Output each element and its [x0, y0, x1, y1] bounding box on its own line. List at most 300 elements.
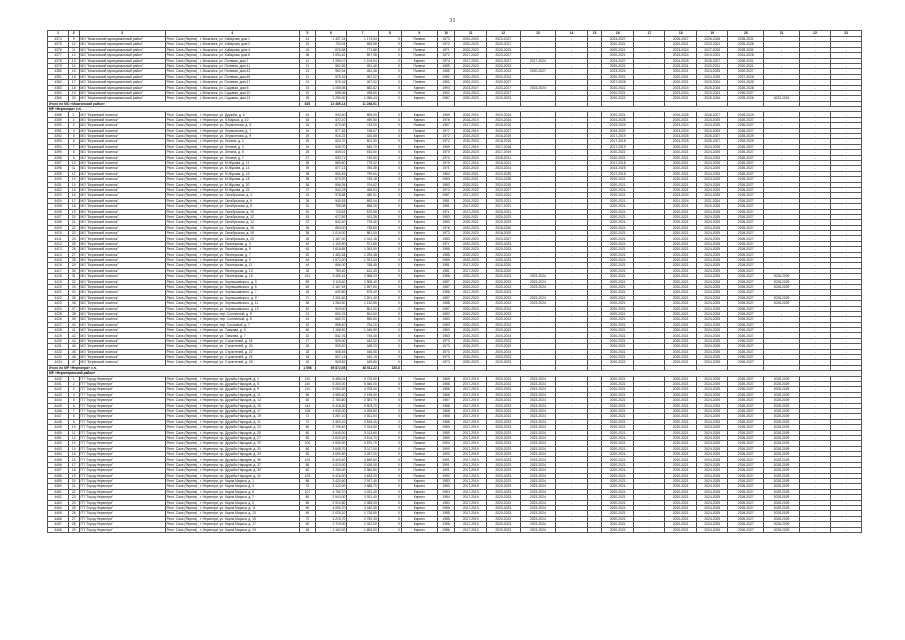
table-cell: -: [799, 85, 831, 90]
table-cell: 743,00: [347, 123, 379, 128]
table-cell: Панели: [401, 403, 437, 408]
table-cell: 0: [378, 333, 401, 338]
table-cell: 31: [300, 204, 316, 209]
column-number: 17: [633, 31, 665, 37]
table-cell: 2 917,40: [347, 479, 379, 484]
table-cell: 2024-2025: [486, 182, 520, 187]
table-cell: 2020-2023: [486, 214, 520, 219]
table-cell: -: [587, 209, 602, 214]
table-cell: 12: [69, 53, 80, 58]
table-cell: -: [587, 414, 602, 419]
table-cell: -: [587, 231, 602, 236]
table-cell: 1983: [437, 322, 455, 327]
table-cell: 3 620,20: [315, 435, 347, 440]
table-cell: -: [831, 214, 862, 219]
table-cell: -: [520, 225, 556, 230]
table-cell: 41: [69, 328, 80, 333]
table-cell: МО "Можгинский муниципальный район": [79, 90, 165, 95]
table-cell: 2020-2021: [602, 241, 634, 246]
table-cell: 2024-2025: [602, 117, 634, 122]
table-cell: Кирпич: [401, 96, 437, 101]
table-cell: 2017-2019: [455, 430, 487, 435]
table-cell: -: [587, 198, 602, 203]
table-cell: 2020-2021: [665, 166, 697, 171]
table-cell: 1988: [437, 414, 455, 419]
table-cell: 2020-2021: [602, 85, 634, 90]
table-cell: Респ. Саха (Якутия) , г. Нерюнгри, ул. Карла Маркса, д. 3: [165, 484, 299, 489]
table-cell: 2 685,70: [347, 484, 379, 489]
table-cell: -: [831, 495, 862, 500]
table-cell: Респ. Саха (Якутия) , г. Нерюнгри, пр. Дружбы Народов, д. 23: [165, 425, 299, 430]
table-cell: -: [556, 398, 588, 403]
table-cell: Кирпич: [401, 220, 437, 225]
table-cell: 2024-2025: [696, 495, 728, 500]
table-cell: 0: [378, 247, 401, 252]
table-cell: -: [764, 193, 800, 198]
table-cell: -: [587, 462, 602, 467]
table-cell: 10: [69, 425, 80, 430]
table-cell: -: [587, 311, 602, 316]
table-cell: -: [633, 90, 665, 95]
table-cell: 2020-2023: [486, 419, 520, 424]
table-cell: Панели: [401, 473, 437, 478]
table-cell: 2020-2021: [665, 306, 697, 311]
table-cell: -: [556, 112, 588, 117]
table-cell: ГП "Город Нерюнгри": [79, 527, 165, 532]
table-cell: 0: [378, 408, 401, 413]
table-cell: 72: [300, 516, 316, 521]
table-cell: -: [799, 408, 831, 413]
table-cell: 28: [69, 258, 80, 263]
table-cell: -: [633, 408, 665, 413]
table-cell: -: [799, 139, 831, 144]
table-cell: -: [831, 85, 862, 90]
table-cell: 2028-2031: [728, 47, 764, 52]
table-cell: -: [633, 414, 665, 419]
table-cell: 2020-2021: [602, 252, 634, 257]
table-cell: 1986: [437, 382, 455, 387]
table-cell: 2023-2024: [520, 425, 556, 430]
table-cell: 4398: [48, 166, 69, 171]
table-cell: 1970: [437, 160, 455, 165]
table-cell: 842,76: [315, 333, 347, 338]
table-cell: 2026-2027: [728, 408, 764, 413]
table-cell: МО "Беринский поселок": [79, 252, 165, 257]
table-cell: МО "Беринский поселок": [79, 311, 165, 316]
table-cell: Респ. Саха (Якутия) , г. Нерюнгри, ул. Ленина, д. 2: [165, 139, 299, 144]
table-cell: 1984: [437, 489, 455, 494]
column-number: 22: [799, 31, 831, 37]
table-cell: -: [633, 193, 665, 198]
table-cell: 2020-2023: [455, 112, 487, 117]
table-cell: 2020-2023: [486, 247, 520, 252]
table-cell: 2020-2021: [665, 452, 697, 457]
table-cell: -: [587, 392, 602, 397]
table-cell: 2024-2025: [696, 144, 728, 149]
table-cell: 17: [69, 462, 80, 467]
table-cell: 2017-2020: [455, 263, 487, 268]
table-cell: 2026-2027: [728, 349, 764, 354]
table-cell: -: [556, 360, 588, 365]
table-cell: -: [831, 139, 862, 144]
table-cell: 16: [69, 193, 80, 198]
table-cell: -: [799, 47, 831, 52]
table-cell: МО "Беринский поселок": [79, 274, 165, 279]
table-cell: -: [587, 301, 602, 306]
table-cell: 2020-2021: [602, 112, 634, 117]
table-cell: -: [764, 123, 800, 128]
table-cell: 2020-2021: [665, 96, 697, 101]
column-number: 14: [556, 31, 588, 37]
table-cell: 4433: [48, 355, 69, 360]
table-cell: -: [520, 182, 556, 187]
table-cell: 2020-2023: [486, 333, 520, 338]
table-cell: 0: [378, 500, 401, 505]
table-cell: 11: [69, 430, 80, 435]
table-cell: 4403: [48, 193, 69, 198]
table-cell: 1985: [437, 252, 455, 257]
table-cell: 0: [378, 430, 401, 435]
table-cell: 2028-2029: [764, 425, 800, 430]
table-cell: -: [764, 90, 800, 95]
table-cell: 32: [300, 268, 316, 273]
table-cell: -: [633, 457, 665, 462]
table-cell: 2020-2021: [602, 376, 634, 381]
table-cell: 90: [300, 452, 316, 457]
table-cell: 4419: [48, 279, 69, 284]
table-cell: 0: [378, 63, 401, 68]
table-cell: 2024-2025: [696, 446, 728, 451]
table-cell: 2020-2021: [602, 328, 634, 333]
table-cell: 0: [378, 274, 401, 279]
table-cell: 540,70: [347, 144, 379, 149]
table-cell: -: [587, 419, 602, 424]
table-cell: 6 300,00: [315, 382, 347, 387]
table-cell: 2024-2025: [696, 290, 728, 295]
table-cell: -: [831, 306, 862, 311]
table-cell: 1 254,48: [347, 252, 379, 257]
table-cell: ГП "Город Нерюнгри": [79, 489, 165, 494]
table-cell: -: [520, 268, 556, 273]
table-cell: 2028-2029: [764, 387, 800, 392]
table-cell: Респ. Саха (Якутия) , г. Нерюнгри, ул. Дружбы, д. 6: [165, 112, 299, 117]
table-cell: Респ. Саха (Якутия) , г. Нерюнгри, пр. Дружбы Народов, д. 33: [165, 452, 299, 457]
table-cell: 52: [300, 252, 316, 257]
table-cell: МО "Беринский поселок": [79, 139, 165, 144]
table-cell: 0: [378, 360, 401, 365]
table-cell: 23: [69, 231, 80, 236]
table-cell: 4465: [48, 511, 69, 516]
table-cell: 575,16: [315, 80, 347, 85]
table-cell: 2024-2025: [696, 435, 728, 440]
table-cell: 2020-2021: [602, 74, 634, 79]
table-cell: 1983: [437, 484, 455, 489]
table-cell: -: [633, 403, 665, 408]
table-cell: -: [831, 295, 862, 300]
table-cell: 2026-2027: [728, 150, 764, 155]
table-cell: 4443: [48, 392, 69, 397]
table-cell: 21: [300, 74, 316, 79]
table-cell: -: [831, 505, 862, 510]
table-cell: -: [633, 511, 665, 516]
table-cell: 575,40: [347, 290, 379, 295]
table-cell: 876,68: [315, 47, 347, 52]
table-cell: 4394: [48, 144, 69, 149]
table-cell: МО "Беринский поселок": [79, 355, 165, 360]
table-cell: 0: [378, 128, 401, 133]
table-cell: 2028-2029: [764, 274, 800, 279]
table-cell: 4414: [48, 252, 69, 257]
table-cell: -: [831, 349, 862, 354]
table-cell: ГП "Город Нерюнгри": [79, 446, 165, 451]
table-cell: 1 726,80: [347, 511, 379, 516]
table-cell: 2024-2025: [696, 392, 728, 397]
table-cell: -: [799, 484, 831, 489]
table-cell: 2020-2027: [728, 69, 764, 74]
table-cell: 2020-2021: [602, 511, 634, 516]
table-cell: 879,20: [315, 177, 347, 182]
table-cell: -: [587, 333, 602, 338]
table-cell: 2023-2024: [520, 505, 556, 510]
table-cell: -: [633, 392, 665, 397]
table-cell: 2020-2021: [665, 247, 697, 252]
table-cell: 4460: [48, 484, 69, 489]
table-cell: -: [520, 187, 556, 192]
table-cell: 2018-2019: [455, 117, 487, 122]
table-cell: 2020-2021: [602, 284, 634, 289]
table-cell: 24: [300, 47, 316, 52]
table-cell: 0: [378, 209, 401, 214]
table-cell: 4 750,70: [315, 489, 347, 494]
table-cell: 1988: [437, 403, 455, 408]
table-cell: -: [633, 452, 665, 457]
table-cell: 2024-2025: [696, 349, 728, 354]
table-cell: 18: [69, 204, 80, 209]
table-cell: 2020-2021: [665, 279, 697, 284]
table-cell: 4402: [48, 187, 69, 192]
table-cell: -: [556, 47, 588, 52]
table-cell: -: [556, 430, 588, 435]
table-cell: ГП "Город Нерюнгри": [79, 403, 165, 408]
table-cell: 4445: [48, 403, 69, 408]
table-cell: 1986: [437, 527, 455, 532]
table-cell: 1: [69, 112, 80, 117]
table-cell: Респ. Саха (Якутия) , г. Нерюнгри, ул. Октябрьская, д. 12: [165, 214, 299, 219]
table-cell: 733,04: [315, 42, 347, 47]
table-cell: -: [633, 338, 665, 343]
table-cell: -: [556, 144, 588, 149]
table-cell: 2020-2023: [486, 311, 520, 316]
section-total-value: 48 511,22: [347, 365, 379, 370]
table-cell: 26: [300, 236, 316, 241]
table-cell: -: [633, 166, 665, 171]
table-cell: -: [587, 306, 602, 311]
table-cell: 5 063,30: [315, 387, 347, 392]
table-cell: 2020-2021: [602, 435, 634, 440]
table-cell: 2020-2021: [602, 236, 634, 241]
table-cell: 2020-2021: [602, 452, 634, 457]
table-cell: 2026-2027: [728, 338, 764, 343]
table-cell: 8: [69, 414, 80, 419]
table-cell: -: [556, 241, 588, 246]
table-cell: МО "Можгинский муниципальный район": [79, 58, 165, 63]
table-cell: 449,80: [347, 360, 379, 365]
table-cell: 22: [300, 90, 316, 95]
table-cell: 24: [300, 128, 316, 133]
table-cell: 6 418,30: [315, 403, 347, 408]
table-cell: 2023-2024: [520, 462, 556, 467]
table-cell: 2028-2029: [764, 452, 800, 457]
table-cell: 749,50: [347, 155, 379, 160]
table-cell: -: [831, 516, 862, 521]
table-cell: 2028-2029: [764, 505, 800, 510]
table-cell: 1972: [437, 187, 455, 192]
table-cell: 1991: [437, 468, 455, 473]
table-cell: 0: [378, 220, 401, 225]
table-cell: ГП "Город Нерюнгри": [79, 441, 165, 446]
table-cell: 2020-2023: [486, 355, 520, 360]
table-cell: 2020-2023: [455, 333, 487, 338]
table-cell: 2020-2021: [665, 355, 697, 360]
table-cell: 1983: [437, 328, 455, 333]
table-cell: 2020-2021: [665, 214, 697, 219]
table-cell: 2023-2024: [665, 85, 697, 90]
table-cell: 2020-2021: [455, 182, 487, 187]
table-cell: 2024-2025: [696, 430, 728, 435]
table-cell: Респ. Саха (Якутия) , г. Нерюнгри, пр. Дружбы Народов, д. 31: [165, 446, 299, 451]
table-cell: 2025-2026: [728, 96, 764, 101]
table-cell: 2023-2024: [520, 430, 556, 435]
table-cell: 754,20: [347, 322, 379, 327]
table-cell: 2020-2021: [665, 177, 697, 182]
table-cell: 2020-2023: [455, 80, 487, 85]
table-cell: -: [799, 398, 831, 403]
table-cell: 2026-2027: [728, 382, 764, 387]
table-cell: 2020-2021: [602, 268, 634, 273]
table-cell: 2028-2029: [764, 408, 800, 413]
table-cell: 2026-2027: [728, 177, 764, 182]
table-cell: Респ. Саха (Якутия) , г. Можгинск, ул. Полевая, дом 41: [165, 63, 299, 68]
table-cell: -: [799, 177, 831, 182]
table-cell: -: [520, 144, 556, 149]
table-cell: 2028-2029: [764, 462, 800, 467]
table-cell: -: [831, 344, 862, 349]
table-cell: Респ. Саха (Якутия) , г. Нерюнгри, ул. Октябрьская, д. 10: [165, 209, 299, 214]
table-cell: 1990: [437, 452, 455, 457]
table-cell: 2024-2025: [696, 387, 728, 392]
table-cell: 4458: [48, 473, 69, 478]
table-cell: -: [633, 144, 665, 149]
table-cell: 2026-2027: [728, 236, 764, 241]
table-cell: Респ. Саха (Якутия) , г. Нерюнгри, ул. Октябрьская, д. 6: [165, 198, 299, 203]
table-cell: 0: [378, 177, 401, 182]
table-cell: Респ. Саха (Якутия) , г. Нерюнгри, пр. Дружбы Народов, д. 37: [165, 462, 299, 467]
table-cell: 2020-2021: [602, 177, 634, 182]
table-cell: -: [520, 155, 556, 160]
table-cell: 0: [378, 117, 401, 122]
table-cell: 1971: [437, 166, 455, 171]
table-cell: -: [587, 74, 602, 79]
table-cell: 26: [300, 290, 316, 295]
column-number: 3: [79, 31, 165, 37]
table-cell: -: [587, 63, 602, 68]
column-number: 7: [347, 31, 379, 37]
table-cell: 59: [300, 279, 316, 284]
table-cell: Респ. Саха (Якутия) , г. Нерюнгри, ул. Таежная, д. 7: [165, 333, 299, 338]
table-cell: 490,50: [347, 117, 379, 122]
table-cell: -: [587, 171, 602, 176]
table-cell: 27: [300, 155, 316, 160]
table-cell: Респ. Саха (Якутия) , г. Нерюнгри, ул. К.Маркса, д. 10: [165, 117, 299, 122]
table-cell: 2023-2027: [486, 85, 520, 90]
table-cell: 771,86: [347, 47, 379, 52]
table-cell: 48: [300, 527, 316, 532]
table-cell: 2020-2023: [455, 96, 487, 101]
table-cell: 2020-2021: [665, 468, 697, 473]
table-cell: 2028-2029: [764, 457, 800, 462]
table-cell: 807,98: [347, 53, 379, 58]
table-cell: -: [764, 214, 800, 219]
table-cell: 2020-2021: [602, 382, 634, 387]
table-cell: 2 119,40: [315, 279, 347, 284]
table-cell: 0: [378, 96, 401, 101]
table-cell: 2028-2029: [728, 134, 764, 139]
table-cell: -: [520, 252, 556, 257]
table-cell: 2 715,00: [315, 522, 347, 527]
table-cell: 2020-2021: [602, 338, 634, 343]
table-cell: -: [831, 182, 862, 187]
table-cell: 2020-2021: [665, 398, 697, 403]
table-cell: -: [831, 160, 862, 165]
table-cell: Респ. Саха (Якутия) , г. Нерюнгри, ул. Строителей, д. 20: [165, 344, 299, 349]
table-cell: 2020-2023: [486, 403, 520, 408]
table-cell: 2017-2018: [486, 144, 520, 149]
table-cell: -: [799, 317, 831, 322]
table-cell: -: [633, 468, 665, 473]
table-cell: 2028-2029: [764, 301, 800, 306]
table-cell: -: [587, 241, 602, 246]
table-cell: -: [633, 516, 665, 521]
table-cell: 858,40: [315, 322, 347, 327]
table-cell: 2023-2024: [520, 279, 556, 284]
table-cell: 2017-2020: [455, 268, 487, 273]
table-cell: 4395: [48, 150, 69, 155]
table-cell: 2018-2019: [486, 139, 520, 144]
table-cell: 2020-2027: [520, 69, 556, 74]
table-cell: 90: [300, 505, 316, 510]
table-cell: 24: [300, 317, 316, 322]
table-cell: -: [520, 160, 556, 165]
table-cell: 0: [378, 452, 401, 457]
table-cell: -: [520, 214, 556, 219]
table-cell: 2024-2025: [696, 441, 728, 446]
table-cell: -: [633, 187, 665, 192]
table-cell: -: [587, 150, 602, 155]
table-cell: 2028-2029: [764, 522, 800, 527]
table-cell: 2026-2027: [728, 247, 764, 252]
table-cell: МО "Беринский поселок": [79, 214, 165, 219]
table-cell: 2026-2027: [728, 484, 764, 489]
table-cell: 12: [69, 171, 80, 176]
table-cell: МО "Беринский поселок": [79, 198, 165, 203]
table-cell: -: [633, 306, 665, 311]
table-cell: Респ. Саха (Якутия) , г. Нерюнгри, ул. Пионерская, д. 5: [165, 247, 299, 252]
table-cell: 2020-2021: [602, 42, 634, 47]
table-cell: 8: [69, 150, 80, 155]
table-cell: 2023-2024: [520, 376, 556, 381]
table-cell: -: [520, 338, 556, 343]
table-cell: Кирпич: [401, 295, 437, 300]
